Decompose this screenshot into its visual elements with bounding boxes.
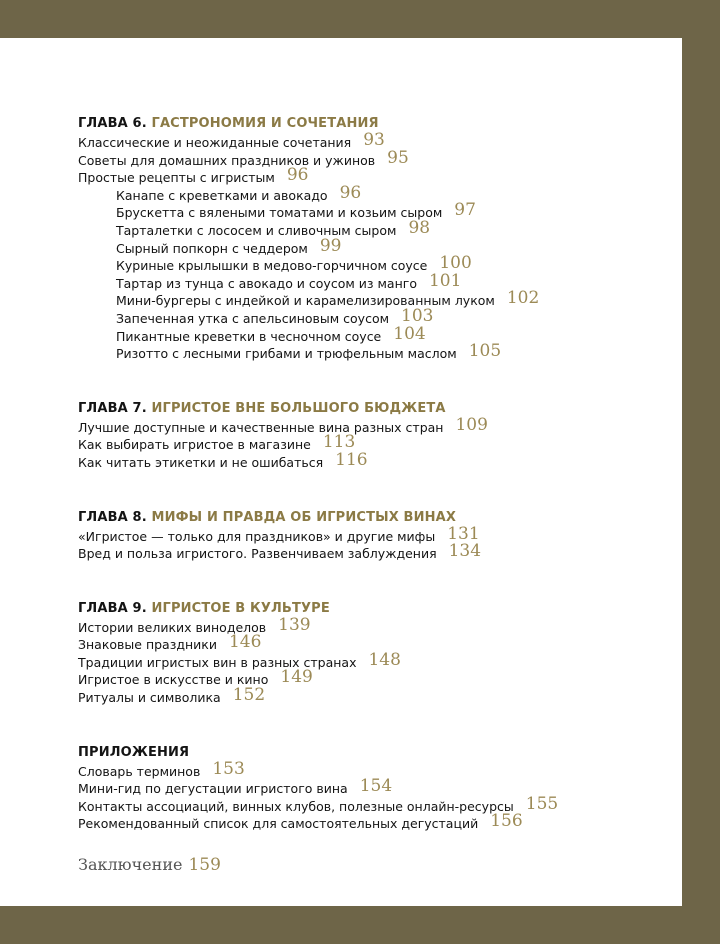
toc-entry[interactable] [78,614,668,637]
chapter-number: ГЛАВА 7. [78,400,147,416]
toc-entry[interactable] [78,793,668,816]
toc-entry[interactable] [78,523,668,546]
toc-subentry[interactable] [78,217,668,240]
entry-label: Простые рецепты с игристым [78,170,275,186]
toc-subentry[interactable] [78,305,668,328]
page-number: 96 [286,165,309,186]
entry-label: Мини-гид по дегустации игристого вина [78,781,348,797]
entry-label: Ризотто с лесными грибами и трюфельным маслом [116,346,457,362]
entry-label: Игристое в искусстве и кино [78,672,269,688]
page-number: 134 [448,541,482,562]
page-number: 96 [339,182,362,203]
chapter-number: ГЛАВА 8. [78,509,147,525]
entry-label: Контакты ассоциаций, винных клубов, полезные онлайн-ресурсы [78,798,514,814]
entry-label: Классические и неожиданные сочетания [78,135,352,150]
chapter-heading [78,599,668,619]
page-number: 155 [525,793,559,814]
chapter-heading [78,399,668,419]
page-number: 109 [455,414,488,435]
page-number: 159 [188,855,221,876]
toc-entry[interactable] [78,811,668,833]
entry-label: Пикантные креветки в чесночном соусе [116,328,382,344]
chapter-heading [78,743,668,763]
toc-entry[interactable] [78,165,668,187]
toc-entry[interactable] [78,667,668,689]
entry-label: «Игристое — только для праздников» и другие мифы [78,528,436,544]
chapter-9 [78,599,668,707]
page-number: 104 [393,323,426,344]
entry-label: Тартар из тунца с авокадо и соусом из манго [116,275,417,291]
table-of-contents [78,114,668,875]
page-number: 148 [368,649,401,670]
page-number: 131 [447,523,480,544]
chapter-title: ИГРИСТОЕ ВНЕ БОЛЬШОГО БЮДЖЕТА [151,400,446,416]
conclusion-label: Заключение [78,855,183,875]
frame-bottom-border [0,906,720,944]
toc-entry[interactable] [78,130,668,152]
entry-label: Запеченная утка с апельсиновым соусом [116,310,390,326]
toc-entry[interactable] [78,649,668,672]
entry-label: Как читать этикетки и не ошибаться [78,454,324,470]
chapter-7 [78,399,668,472]
page-number: 97 [454,200,476,221]
toc-entry[interactable] [78,776,668,798]
entry-label: Традиции игристых вин в разных странах [78,654,357,670]
toc-subentry[interactable] [78,200,668,222]
toc-subentry[interactable] [78,235,668,258]
page-number: 100 [439,253,472,274]
page-number: 95 [387,147,409,168]
toc-entry[interactable] [78,685,668,707]
toc-entry[interactable] [78,432,668,454]
page-number: 149 [280,667,313,688]
entry-label: Истории великих виноделов [78,619,267,635]
entry-label: Канапе с креветками и авокадо [116,187,328,203]
toc-entry[interactable] [78,414,668,437]
chapter-8 [78,508,668,563]
toc-entry[interactable] [78,449,668,472]
page-number: 156 [490,811,523,832]
entry-label: Лучшие доступные и качественные вина разных стран [78,419,444,435]
toc-subentry[interactable] [78,182,668,205]
chapter-6 [78,114,668,363]
appendices [78,743,668,833]
chapter-title: ГАСТРОНОМИЯ И СОЧЕТАНИЯ [151,116,379,131]
entry-label: Словарь терминов [78,763,201,779]
page-number: 105 [468,341,502,362]
entry-label: Сырный попкорн с чеддером [116,240,308,256]
entry-label: Рекомендованный список для самостоятельных дегустаций [78,816,479,832]
toc-subentry[interactable] [78,253,668,275]
page-number: 101 [428,270,462,291]
chapter-title: ИГРИСТОЕ В КУЛЬТУРЕ [151,600,330,616]
entry-label: Ритуалы и символика [78,690,221,706]
entry-label: Тарталетки с лососем и сливочным сыром [116,222,397,238]
page-number: 93 [363,130,385,150]
frame-top-border [0,0,720,38]
page-number: 102 [506,288,540,309]
chapter-number: ГЛАВА 6. [78,116,147,131]
entry-label: Куриные крылышки в медово-горчичном соусе [116,258,428,274]
page-number: 113 [322,432,356,453]
entry-label: Знаковые праздники [78,637,217,653]
toc-subentry[interactable] [78,323,668,346]
page-number: 139 [278,614,311,635]
page-number: 152 [232,685,266,706]
chapter-heading [78,508,668,528]
frame-right-border [682,0,720,944]
toc-entry[interactable] [78,147,668,170]
page-number: 103 [401,305,434,326]
page-number: 154 [359,776,393,797]
page-number: 116 [335,449,368,470]
entry-label: Мини-бургеры с индейкой и карамелизированным луком [116,293,495,309]
toc-subentry[interactable] [78,270,668,293]
page-number: 99 [319,235,342,256]
entry-label: Советы для домашних праздников и ужинов [78,152,376,168]
page-number: 153 [212,758,245,779]
page-number: 146 [228,632,262,653]
conclusion-entry[interactable] [78,855,668,875]
toc-subentry[interactable] [78,288,668,310]
entry-label: Как выбирать игристое в магазине [78,437,311,453]
chapter-title: МИФЫ И ПРАВДА ОБ ИГРИСТЫХ ВИНАХ [151,509,457,525]
toc-entry[interactable] [78,541,668,563]
entry-label: Брускетта с вялеными томатами и козьим сыром [116,205,443,221]
entry-label: Вред и польза игристого. Развенчиваем заблуждения [78,546,437,562]
chapter-number: ГЛАВА 9. [78,600,147,616]
toc-subentry[interactable] [78,341,668,363]
appendices-title: ПРИЛОЖЕНИЯ [78,744,190,760]
page-number: 98 [408,217,431,238]
